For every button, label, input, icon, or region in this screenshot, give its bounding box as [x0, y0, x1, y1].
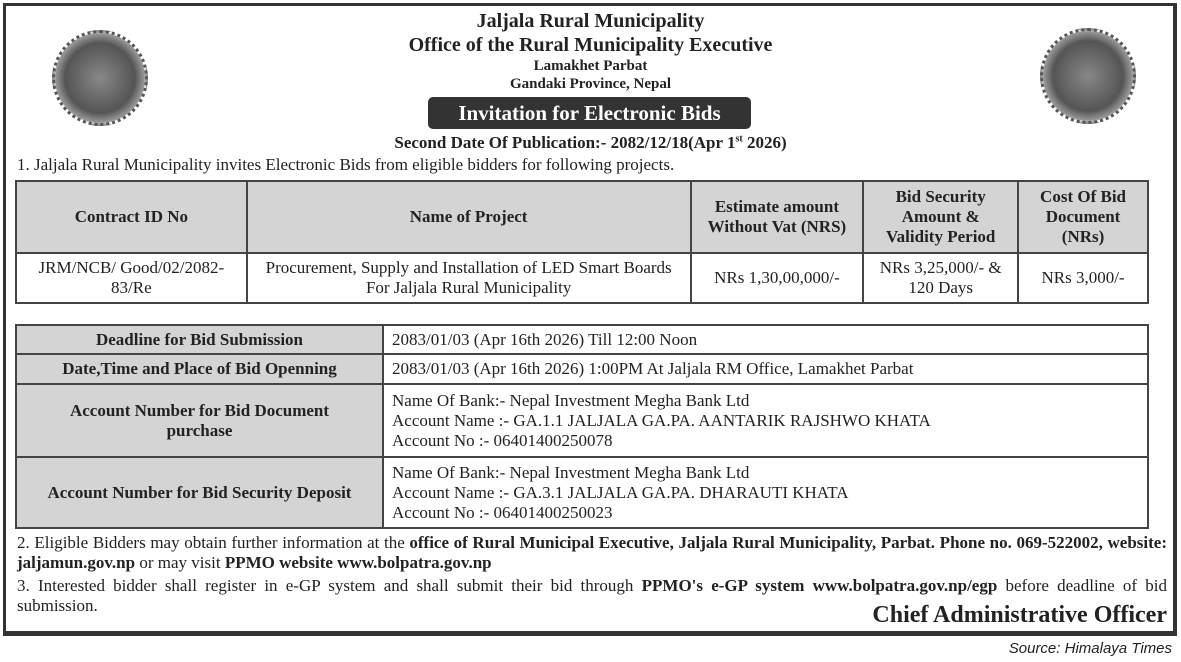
table-row [16, 384, 1148, 457]
bids-table [15, 180, 1149, 304]
doc-cost: NRs 3,000/- [1018, 253, 1148, 303]
municipality-name: Jaljala Rural Municipality [476, 10, 705, 32]
address-line: Lamakhet Parbat [533, 58, 648, 74]
bank-name: Name Of Bank:- Nepal Investment Megha Bank Ltd [392, 462, 750, 482]
account-name: Account Name :- GA.1.1 JALJALA GA.PA. AANTARIK RAJSHWO KHATA [392, 410, 931, 430]
col-project-name: Name of Project [247, 181, 691, 253]
detail-label: Account Number for Bid Document purchase [16, 384, 383, 457]
notice-title: Invitation for Electronic Bids [428, 97, 751, 129]
detail-label: Deadline for Bid Submission [16, 325, 383, 354]
col-bid-security: Bid Security Amount & Validity Period [863, 181, 1018, 253]
estimate-amount: NRs 1,30,00,000/- [691, 253, 864, 303]
table-row [16, 253, 1148, 303]
account-number: Account No :- 06401400250023 [392, 502, 613, 522]
source-credit: Source: Himalaya Times [1008, 640, 1172, 657]
table-row [16, 354, 1148, 384]
note-3: 3. Interested bidder shall register in e-GP system and shall submit their bid through PPMO's e-GP system www.bolpatra.gov.np/egp before deadline of bid submission. [17, 576, 1168, 615]
table-row [16, 457, 1148, 528]
col-doc-cost: Cost Of Bid Document (NRs) [1018, 181, 1148, 253]
publication-date: Second Date Of Publication:- 2082/12/18(Apr 1st 2026) [394, 133, 787, 152]
details-table [15, 324, 1149, 529]
detail-label: Account Number for Bid Security Deposit [16, 457, 383, 528]
detail-value: 2083/01/03 (Apr 16th 2026) 1:00PM At Jaljala RM Office, Lamakhet Parbat [383, 354, 1148, 384]
detail-value [383, 457, 1148, 528]
province-line: Gandaki Province, Nepal [510, 76, 671, 92]
bid-security: NRs 3,25,000/- & 120 Days [863, 253, 1018, 303]
col-estimate: Estimate amount Without Vat (NRS) [691, 181, 864, 253]
table-row [16, 325, 1148, 354]
office-name: Office of the Rural Municipality Executive [408, 34, 773, 56]
signature-title: Chief Administrative Officer [872, 602, 1167, 628]
detail-value: 2083/01/03 (Apr 16th 2026) Till 12:00 Noon [383, 325, 1148, 354]
contract-id: JRM/NCB/ Good/02/2082-83/Re [16, 253, 247, 303]
col-contract-id: Contract ID No [16, 181, 247, 253]
detail-label: Date,Time and Place of Bid Openning [16, 354, 383, 384]
project-name: Procurement, Supply and Installation of LED Smart Boards For Jaljala Rural Municipality [247, 253, 691, 303]
table-header-row [16, 181, 1148, 253]
account-number: Account No :- 06401400250078 [392, 430, 613, 450]
intro-text: 1. Jaljala Rural Municipality invites Electronic Bids from eligible bidders for following projects. [17, 155, 675, 174]
detail-value [383, 384, 1148, 457]
account-name: Account Name :- GA.3.1 JALJALA GA.PA. DHARAUTI KHATA [392, 482, 849, 502]
note-2: 2. Eligible Bidders may obtain further information at the office of Rural Municipal Executive, Jaljala Rural Municipality, Parbat. Phone no. 069-522002, website: jaljamun.gov.np or may visit PPMO website www.bolpatra.gov.np [17, 533, 1167, 572]
bank-name: Name Of Bank:- Nepal Investment Megha Bank Ltd [392, 390, 750, 410]
